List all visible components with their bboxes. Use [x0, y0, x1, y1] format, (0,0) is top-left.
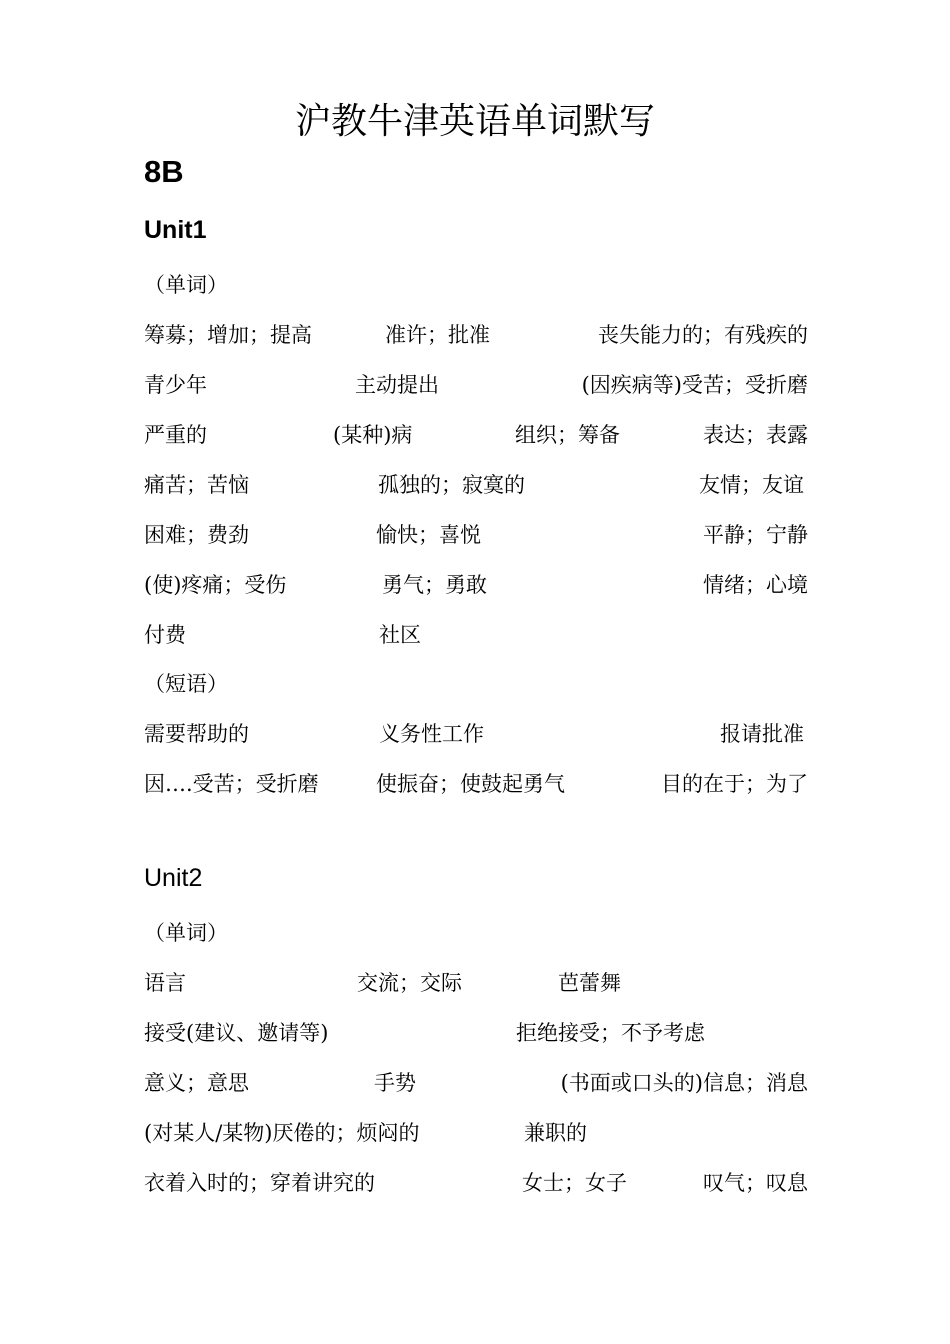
vocab-item: (因疾病等)受苦；受折磨	[581, 373, 808, 397]
unit-1-words-heading: （单词）	[144, 273, 228, 297]
vocab-item: 手势	[374, 1071, 416, 1095]
unit-2-word-row	[144, 1116, 814, 1150]
unit-1-phrase-row	[144, 767, 814, 801]
unit-2-words-heading: （单词）	[144, 921, 228, 945]
unit-2-title: Unit2	[144, 864, 203, 892]
unit-2-word-row	[144, 1166, 814, 1200]
vocab-item: 情绪；心境	[703, 573, 808, 597]
vocab-item: (书面或口头的)信息；消息	[560, 1071, 808, 1095]
unit-1-word-row	[144, 318, 814, 352]
unit-2-word-row	[144, 1066, 814, 1100]
vocab-item: 语言	[144, 971, 186, 995]
phrase-item: 需要帮助的	[144, 722, 249, 746]
vocab-item: 友情；友谊	[699, 473, 804, 497]
vocab-item: 接受(建议、邀请等)	[144, 1021, 329, 1045]
unit-1-phrase-row	[144, 717, 814, 751]
vocab-item: 痛苦；苦恼	[144, 473, 249, 497]
vocab-item: 主动提出	[355, 373, 439, 397]
vocab-item: 兼职的	[524, 1121, 587, 1145]
unit-1-word-row	[144, 618, 814, 652]
unit-1-word-row	[144, 568, 814, 602]
phrase-item: 报请批准	[720, 722, 804, 746]
vocab-item: (某种)病	[333, 423, 413, 447]
unit-1-phrases-heading: （短语）	[144, 672, 228, 696]
vocab-item: 丧失能力的；有残疾的	[598, 323, 808, 347]
document-title: 沪教牛津英语单词默写	[294, 101, 655, 142]
vocab-item: 严重的	[144, 423, 207, 447]
vocab-item: (对某人/某物)厌倦的；烦闷的	[144, 1121, 420, 1145]
phrase-item: 义务性工作	[379, 722, 484, 746]
vocab-item: 社区	[379, 623, 421, 647]
vocab-item: 女士；女子	[522, 1171, 627, 1195]
unit-2-word-row	[144, 1016, 814, 1050]
vocab-item: 准许；批准	[385, 323, 490, 347]
phrase-item: 目的在于；为了	[661, 772, 808, 796]
vocab-item: 拒绝接受；不予考虑	[516, 1021, 705, 1045]
grade-heading: 8B	[144, 154, 184, 189]
unit-2-word-row	[144, 966, 814, 1000]
vocab-item: 芭蕾舞	[558, 971, 621, 995]
vocab-item: 孤独的；寂寞的	[378, 473, 525, 497]
unit-1-word-row	[144, 368, 814, 402]
vocab-item: 表达；表露	[703, 423, 808, 447]
vocab-item: 筹募；增加；提高	[144, 323, 312, 347]
unit-1-word-row	[144, 418, 814, 452]
vocab-item: 意义；意思	[144, 1071, 249, 1095]
vocab-item: 交流；交际	[357, 971, 462, 995]
vocab-item: 愉快；喜悦	[376, 523, 481, 547]
vocab-item: 勇气；勇敢	[382, 573, 487, 597]
unit-1-title: Unit1	[144, 216, 207, 244]
vocab-item: (使)疼痛；受伤	[144, 573, 287, 597]
vocab-item: 青少年	[144, 373, 207, 397]
vocab-item: 组织；筹备	[515, 423, 620, 447]
unit-1-word-row	[144, 518, 814, 552]
vocab-item: 平静；宁静	[703, 523, 808, 547]
vocab-item: 衣着入时的；穿着讲究的	[144, 1171, 375, 1195]
phrase-item: 使振奋；使鼓起勇气	[376, 772, 565, 796]
vocab-item: 付费	[144, 623, 186, 647]
phrase-item: 因….受苦；受折磨	[144, 772, 319, 796]
vocab-item: 叹气；叹息	[703, 1171, 808, 1195]
vocab-item: 困难；费劲	[144, 523, 249, 547]
unit-1-word-row	[144, 468, 814, 502]
